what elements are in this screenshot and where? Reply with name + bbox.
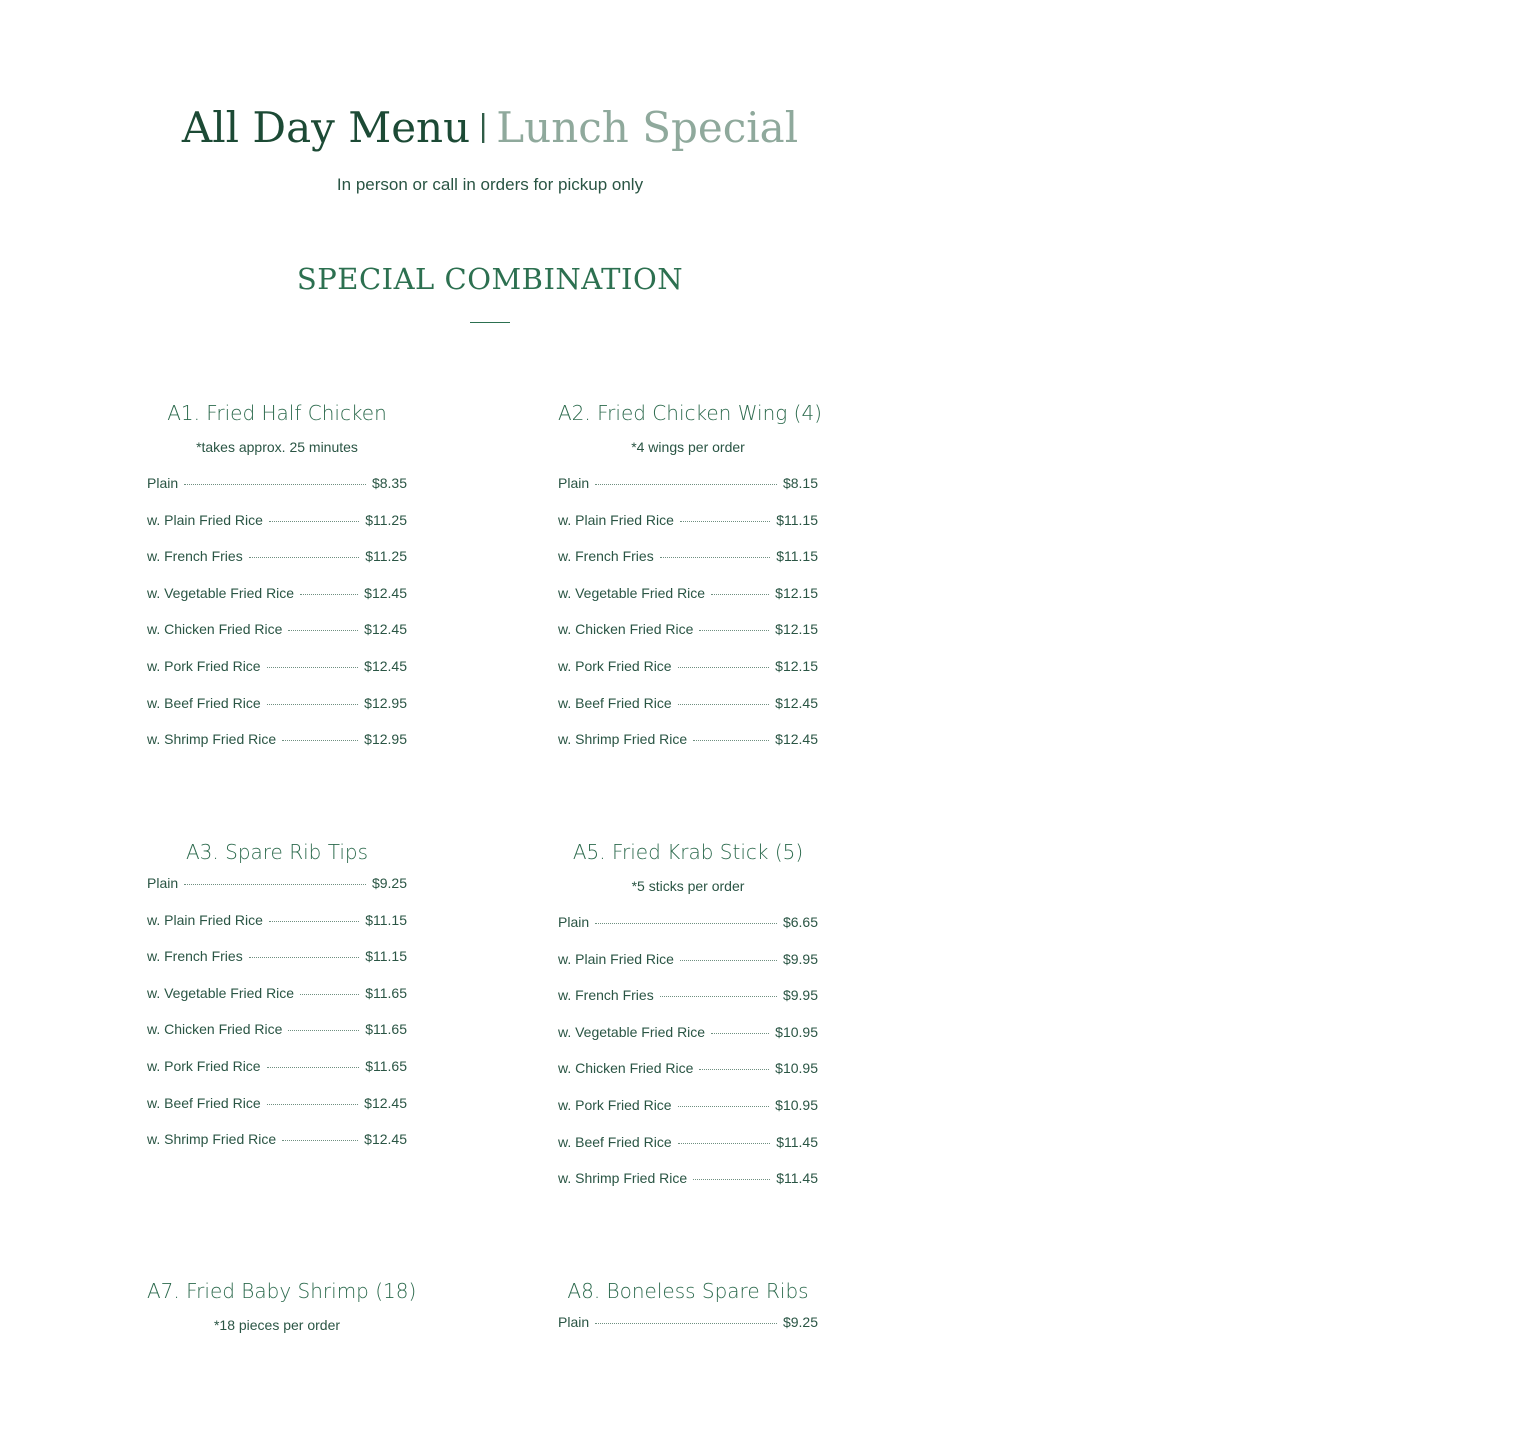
card-note: *takes approx. 25 minutes [196,439,358,455]
item-price: $11.15 [365,911,407,928]
item-price: $11.45 [776,1133,818,1150]
menu-card-1 [147,398,407,768]
price-row-w-vegetable-fried-rice [558,1024,818,1061]
item-price: $11.65 [365,1021,407,1038]
price-row-w-shrimp-fried-rice [558,731,818,768]
item-price: $11.15 [776,548,818,565]
item-name: w. Plain Fried Rice [147,511,263,528]
price-list [147,875,407,1168]
price-row-w-french-fries [147,548,407,585]
dot-leader [680,521,770,522]
dot-leader [267,1067,360,1068]
item-price: $8.35 [371,475,407,491]
dot-leader [680,960,777,961]
card-title: A8. Boneless Spare Ribs [567,1279,809,1303]
section-title: SPECIAL COMBINATION [296,262,684,296]
item-name: w. Beef Fried Rice [558,694,672,711]
pickup-notice: In person or call in orders for pickup only [336,175,644,194]
dot-leader [678,704,770,705]
card-title: A2. Fried Chicken Wing (4) [558,401,822,425]
tab-lunch-special[interactable]: Lunch Special [496,103,799,152]
item-name: w. French Fries [147,948,243,965]
item-price: $12.95 [364,731,407,748]
price-row-w-shrimp-fried-rice [147,731,407,768]
item-price: $12.45 [364,1131,407,1148]
item-name: w. Chicken Fried Rice [147,621,283,638]
dot-leader [288,1030,359,1031]
dot-leader [267,704,359,705]
price-row-w-plain-fried-rice [558,512,818,549]
card-title: A5. Fried Krab Stick (5) [572,840,804,864]
dot-leader [282,1140,358,1141]
section-divider [470,322,510,323]
dot-leader [699,630,769,631]
item-name: Plain [147,875,179,891]
price-list [558,1314,818,1351]
card-title: A3. Spare Rib Tips [186,840,368,864]
tab-all-day-menu[interactable]: All Day Menu [181,103,471,152]
item-name: w. Plain Fried Rice [558,511,674,528]
item-price: $11.45 [776,1170,818,1187]
item-name: w. Beef Fried Rice [147,694,261,711]
item-name: Plain [558,1314,590,1330]
price-row-w-plain-fried-rice [147,912,407,949]
item-price: $11.65 [365,984,407,1001]
item-price: $11.65 [365,1057,407,1074]
price-row-w-chicken-fried-rice [147,1021,407,1058]
price-row-w-pork-fried-rice [558,1097,818,1134]
item-price: $9.95 [782,987,818,1004]
price-row-plain [147,475,407,512]
dot-leader [678,667,770,668]
item-price: $10.95 [775,1060,818,1077]
item-name: w. Shrimp Fried Rice [558,1170,688,1187]
item-name: w. Pork Fried Rice [558,657,672,674]
dot-leader [184,884,366,885]
item-name: w. Beef Fried Rice [147,1094,261,1111]
dot-leader [693,740,769,741]
price-row-w-plain-fried-rice [558,951,818,988]
item-name: w. Vegetable Fried Rice [558,1023,706,1040]
item-name: w. Chicken Fried Rice [558,1060,694,1077]
item-name: Plain [558,475,590,491]
price-row-w-chicken-fried-rice [147,621,407,658]
dot-leader [595,923,777,924]
item-name: w. Vegetable Fried Rice [147,584,295,601]
menu-card-4 [558,837,818,1207]
item-name: Plain [147,475,179,491]
price-row-w-vegetable-fried-rice [147,585,407,622]
item-price: $10.95 [775,1096,818,1113]
menu-tab-bar [0,100,980,161]
price-row-w-plain-fried-rice [147,512,407,549]
item-price: $12.45 [364,657,407,674]
item-name: w. French Fries [147,548,243,565]
item-price: $12.45 [364,1094,407,1111]
price-list [147,475,407,768]
item-price: $9.25 [782,1314,818,1330]
item-price: $9.95 [782,950,818,967]
item-name: w. Vegetable Fried Rice [147,984,295,1001]
price-row-w-shrimp-fried-rice [558,1170,818,1207]
price-row-w-chicken-fried-rice [558,621,818,658]
price-row-w-shrimp-fried-rice [147,1131,407,1168]
item-price: $12.45 [364,621,407,638]
dot-leader [678,1106,770,1107]
item-name: w. French Fries [558,548,654,565]
item-price: $12.15 [775,621,818,638]
dot-leader [660,996,777,997]
item-name: Plain [558,914,590,930]
price-row-w-chicken-fried-rice [558,1060,818,1097]
price-row-w-french-fries [558,548,818,585]
dot-leader [267,1104,359,1105]
dot-leader [288,630,358,631]
item-price: $12.95 [364,694,407,711]
item-price: $12.45 [775,694,818,711]
item-name: w. Shrimp Fried Rice [147,1131,277,1148]
dot-leader [595,484,777,485]
item-name: w. Plain Fried Rice [147,911,263,928]
item-name: w. French Fries [558,987,654,1004]
dot-leader [660,557,771,558]
dot-leader [300,994,359,995]
dot-leader [269,921,359,922]
item-name: w. Pork Fried Rice [558,1096,672,1113]
item-price: $12.45 [364,584,407,601]
card-note: *5 sticks per order [631,878,745,894]
menu-card-2 [558,398,822,768]
item-price: $10.95 [775,1023,818,1040]
price-row-plain [558,1314,818,1351]
menu-card-5 [147,1276,417,1353]
price-row-w-french-fries [558,987,818,1024]
item-price: $12.15 [775,584,818,601]
menu-card-6 [558,1276,818,1351]
price-row-plain [558,475,818,512]
item-name: w. Shrimp Fried Rice [147,731,277,748]
item-price: $11.15 [365,948,407,965]
dot-leader [699,1069,769,1070]
card-title: A1. Fried Half Chicken [167,401,387,425]
item-price: $11.25 [365,511,407,528]
price-row-w-pork-fried-rice [147,1058,407,1095]
dot-leader [269,521,359,522]
price-list [558,914,818,1207]
card-note: *18 pieces per order [213,1317,341,1333]
item-name: w. Beef Fried Rice [558,1133,672,1150]
dot-leader [300,594,358,595]
price-row-w-beef-fried-rice [558,1134,818,1171]
item-price: $12.45 [775,731,818,748]
dot-leader [249,557,360,558]
dot-leader [282,740,358,741]
price-list [558,475,818,768]
price-row-w-beef-fried-rice [147,1095,407,1132]
price-row-w-beef-fried-rice [147,695,407,732]
dot-leader [711,1033,769,1034]
dot-leader [595,1323,777,1324]
item-price: $12.15 [775,657,818,674]
card-note: *4 wings per order [631,439,745,455]
item-name: w. Pork Fried Rice [147,1057,261,1074]
price-row-plain [147,875,407,912]
item-name: w. Vegetable Fried Rice [558,584,706,601]
price-row-w-beef-fried-rice [558,695,818,732]
dot-leader [184,484,366,485]
dot-leader [678,1143,771,1144]
price-row-plain [558,914,818,951]
dot-leader [267,667,359,668]
item-name: w. Pork Fried Rice [147,657,261,674]
dot-leader [693,1179,770,1180]
item-price: $9.25 [371,875,407,891]
price-row-w-vegetable-fried-rice [558,585,818,622]
item-name: w. Chicken Fried Rice [147,1021,283,1038]
card-title: A7. Fried Baby Shrimp (18) [147,1279,417,1303]
tab-separator: | [478,109,489,144]
item-price: $11.25 [365,548,407,565]
menu-card-3 [147,837,407,1168]
price-row-w-pork-fried-rice [558,658,818,695]
dot-leader [711,594,769,595]
menu-tabs [0,100,980,161]
item-price: $8.15 [782,475,818,491]
item-name: w. Chicken Fried Rice [558,621,694,638]
item-name: w. Plain Fried Rice [558,950,674,967]
item-price: $11.15 [776,511,818,528]
item-price: $6.65 [782,914,818,930]
price-row-w-french-fries [147,948,407,985]
item-name: w. Shrimp Fried Rice [558,731,688,748]
price-row-w-vegetable-fried-rice [147,985,407,1022]
price-row-w-pork-fried-rice [147,658,407,695]
dot-leader [249,957,360,958]
